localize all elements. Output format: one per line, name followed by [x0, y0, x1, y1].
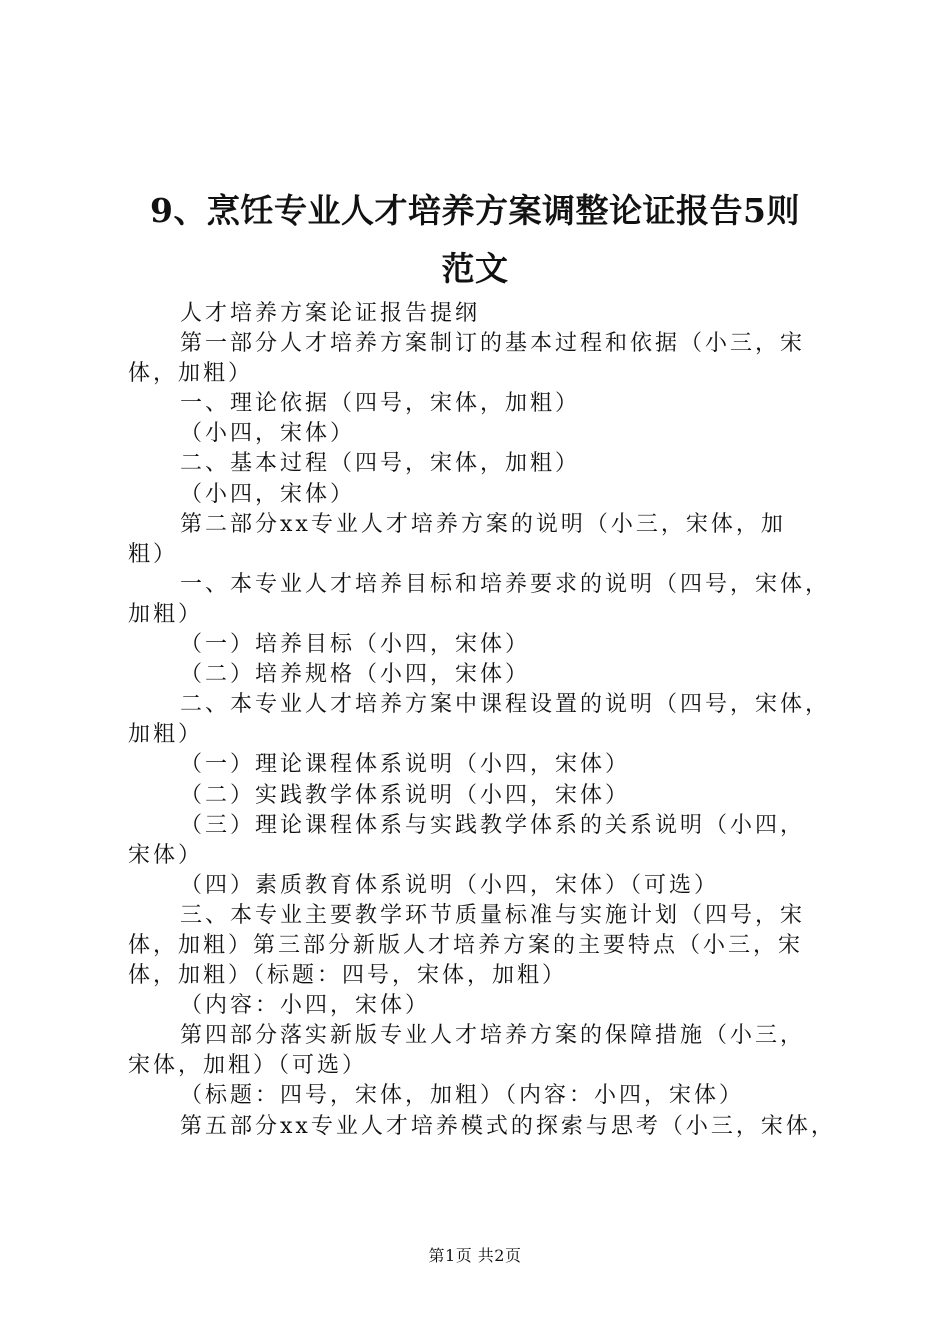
paragraph-line: 宋体，加粗）（可选）	[128, 1053, 368, 1079]
paragraph-line: 三、本专业主要教学环节质量标准与实施计划（四号，宋	[180, 902, 806, 928]
paragraph-line: 第二部分xx专业人才培养方案的说明（小三，宋体，加	[180, 511, 786, 537]
paragraph-line: 加粗）	[128, 722, 204, 748]
paragraph-line: （小四，宋体）	[180, 421, 356, 447]
paragraph-line: （三）理论课程体系与实践教学体系的关系说明（小四，	[180, 812, 806, 838]
title-line-1: 9、烹饪专业人才培养方案调整论证报告5则	[150, 191, 800, 230]
paragraph-line: 体，加粗）	[128, 361, 254, 387]
paragraph-line: 体，加粗）（标题：四号，宋体，加粗）	[128, 963, 568, 989]
paragraph-line: 一、理论依据（四号，宋体，加粗）	[180, 391, 581, 417]
paragraph-line: 体，加粗）第三部分新版人才培养方案的主要特点（小三，宋	[128, 932, 804, 958]
document-title	[128, 182, 822, 298]
paragraph-line: （内容：小四，宋体）	[180, 993, 431, 1019]
page-number-footer: 第1页 共2页	[428, 1246, 522, 1265]
paragraph-line: （一）理论课程体系说明（小四，宋体）	[180, 752, 631, 778]
paragraph-line: （小四，宋体）	[180, 481, 356, 507]
paragraph-line: 第四部分落实新版专业人才培养方案的保障措施（小三，	[180, 1023, 806, 1049]
paragraph-line: （标题：四号，宋体，加粗）（内容：小四，宋体）	[180, 1083, 745, 1109]
document-body	[128, 299, 836, 1142]
paragraph-line: 第一部分人才培养方案制订的基本过程和依据（小三，宋	[180, 331, 806, 357]
paragraph-line: 粗）	[128, 541, 179, 567]
paragraph-line: 人才培养方案论证报告提纲	[180, 301, 481, 326]
paragraph-line: 一、本专业人才培养目标和培养要求的说明（四号，宋体，	[180, 571, 831, 597]
paragraph-line: 二、基本过程（四号，宋体，加粗）	[180, 451, 581, 477]
paragraph-line: （四）素质教育体系说明（小四，宋体）（可选）	[180, 872, 720, 898]
paragraph-line: 加粗）	[128, 601, 204, 627]
title-line-2: 范文	[441, 249, 509, 288]
paragraph-line: （二）培养规格（小四，宋体）	[180, 662, 531, 688]
paragraph-line: （一）培养目标（小四，宋体）	[180, 632, 531, 658]
paragraph-line: 二、本专业人才培养方案中课程设置的说明（四号，宋体，	[180, 692, 831, 718]
paragraph-line: 第五部分xx专业人才培养模式的探索与思考（小三，宋体，	[180, 1113, 836, 1139]
paragraph-line: （二）实践教学体系说明（小四，宋体）	[180, 782, 631, 808]
paragraph-line: 宋体）	[128, 842, 204, 868]
